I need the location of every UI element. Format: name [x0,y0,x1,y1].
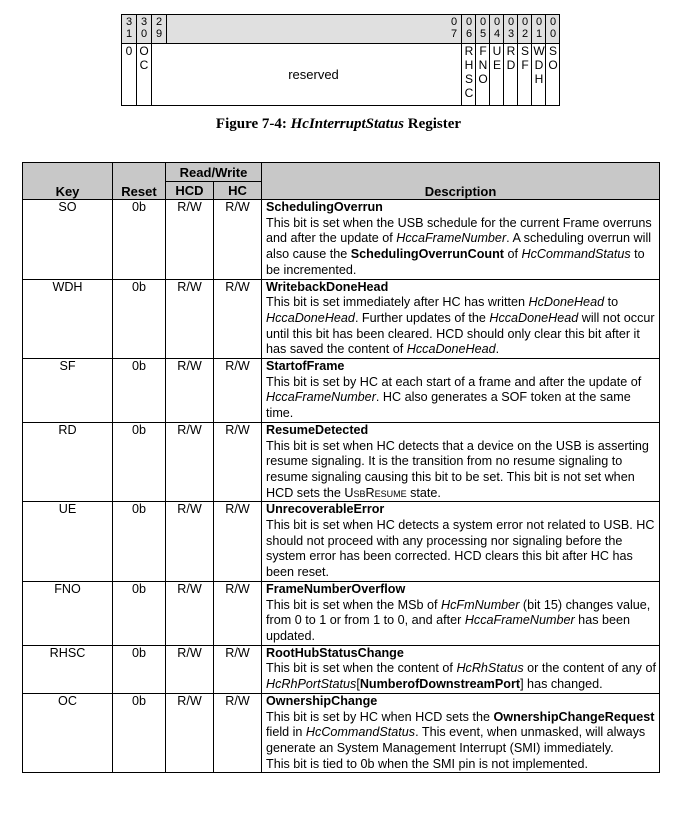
cell-hcd: R/W [166,422,214,502]
description-segment: This bit is set immediately after HC has written [266,295,529,310]
cell-reset: 0b [113,502,166,582]
description-segment: . This event, when unmasked, will always generate an System Management Interrupt (SMI) immediately. [266,725,646,755]
table-row [23,200,660,280]
cell-reset: 0b [113,581,166,645]
field-fno: F N O [478,44,488,86]
table-row [23,581,660,645]
description-segment: This bit is set by HC at each start of a frame and after the update of [266,374,642,389]
description-segment: of [503,247,522,262]
field-name: SchedulingOverrun [266,200,383,214]
field-name: ResumeDetected [266,422,369,437]
cell-description [262,645,660,693]
table-row [23,645,660,693]
field-sf: S F [520,44,529,72]
description-segment: . A scheduling overrun will also cause the [266,231,652,262]
cell-description [262,693,660,773]
description-segment: HccaDoneHead [406,342,496,357]
description-segment: HcRhPortStatus [266,677,357,692]
description-segment: HcCommandStatus [521,247,631,262]
description-segment: or the content of any of [523,661,656,676]
cell-description [262,581,660,645]
field-reserved: reserved [288,67,339,82]
cell-hcd: R/W [166,200,214,280]
cell-reset: 0b [113,279,166,359]
cell-reset: 0b [113,693,166,773]
description-segment: This bit is tied to 0b when the SMI pin is not implemented. [266,756,589,771]
table-row [23,422,660,502]
bit-number-3: 0 3 [507,16,515,40]
bit-number-7: 0 7 [450,16,458,40]
description-segment: This bit is set when HC detects that a device on the USB is asserting resume signaling. It is the transition from no resume signaling to resume signaling causing this bit to be set. This bit is not set when HCD sets the [266,438,649,500]
header-read-write: Read/Write [166,163,262,182]
cell-hcd: R/W [166,645,214,693]
description-segment: HccaDoneHead [489,310,579,325]
description-segment: HccaFrameNumber [266,390,376,405]
field-wdh: W D H [533,44,545,86]
header-description: Description [262,163,660,200]
cell-hc: R/W [214,645,262,693]
field-name: WritebackDoneHead [266,279,389,294]
field-rd: R D [506,44,516,72]
table-row [23,693,660,773]
cell-key: RD [23,422,113,502]
cell-key: OC [23,693,113,773]
header-reset: Reset [113,163,166,200]
description-segment: This bit is set when the content of [266,661,457,676]
caption-prefix: Figure 7-4: [215,116,291,132]
cell-reset: 0b [113,422,166,502]
cell-description [262,359,660,423]
description-segment: will not occur until this bit has been cleared. HCD should only clear this bit after it has saved the content of [266,310,655,357]
cell-reset: 0b [113,359,166,423]
cell-key: FNO [23,581,113,645]
description-segment: HccaDoneHead [266,310,355,325]
cell-hc: R/W [214,279,262,359]
description-segment: HcDoneHead [528,295,605,310]
field-so: S O [548,44,558,72]
bit-number-31: 3 1 [125,16,133,40]
header-hc: HC [214,182,262,200]
cell-hcd: R/W [166,502,214,582]
field-name: RootHubStatusChange [266,645,404,660]
description-segment: HccaFrameNumber [396,231,507,246]
cell-key: SF [23,359,113,423]
cell-key: SO [23,200,113,280]
cell-key: RHSC [23,645,113,693]
description-segment: to be incremented. [266,247,645,277]
bit-number-30: 3 0 [140,16,148,40]
table-row [23,359,660,423]
field-oc: O C [139,44,149,72]
description-segment: ] has changed. [520,677,603,692]
field-ue: U E [492,44,502,72]
description-segment: HcFmNumber [441,597,520,612]
description-segment: This bit is set by HC when HCD sets the [266,709,494,724]
bit-number-29: 2 9 [155,16,163,40]
bit-number-4: 0 4 [493,16,501,40]
cell-reset: 0b [113,200,166,280]
description-segment: SchedulingOverrunCount [350,247,504,262]
field-name: UnrecoverableError [266,502,385,517]
description-segment: [ [356,677,360,692]
caption-register-name: HcInterruptStatus [290,116,405,132]
description-segment: OwnershipChangeRequest [493,709,655,724]
description-segment: . [495,342,500,357]
cell-hc: R/W [214,581,262,645]
cell-hcd: R/W [166,279,214,359]
cell-hcd: R/W [166,693,214,773]
field-name: StartofFrame [266,359,345,374]
cell-hc: R/W [214,502,262,582]
description-segment: field in [266,725,306,740]
cell-hcd: R/W [166,581,214,645]
table-row [23,502,660,582]
description-segment: has been updated. [266,613,631,643]
description-segment: NumberofDownstreamPort [359,677,521,692]
description-segment: This bit is set when HC detects a system error not related to USB. HC should not proceed with any processing nor signaling before the system error has been corrected. HCD clears this bit after HC has been reset. [266,518,655,580]
field-bit31: 0 [125,44,133,58]
cell-hcd: R/W [166,359,214,423]
description-segment: (bit 15) changes value, from 0 to 1 or from 1 to 0, and after [266,597,651,628]
register-field-table [22,162,660,773]
description-segment: . Further updates of the [354,310,490,325]
cell-description [262,200,660,280]
register-diagram [121,14,560,106]
caption-suffix: Register [404,116,462,132]
description-segment: HcCommandStatus [305,725,416,740]
description-segment: to [604,295,619,310]
bit-number-0: 0 0 [549,16,557,40]
cell-key: WDH [23,279,113,359]
cell-description [262,422,660,502]
description-segment: HcRhStatus [456,661,524,676]
header-hcd: HCD [166,182,214,200]
bit-number-5: 0 5 [479,16,487,40]
bit-number-6: 0 6 [465,16,473,40]
field-name: FrameNumberOverflow [266,581,406,596]
figure-caption [0,116,677,133]
table-row [23,279,660,359]
bit-number-1: 0 1 [535,16,543,40]
cell-hc: R/W [214,422,262,502]
header-key: Key [23,163,113,200]
description-segment: UsbResume [344,485,407,500]
description-segment: This bit is set when the MSb of [266,597,442,612]
cell-reset: 0b [113,645,166,693]
cell-hc: R/W [214,200,262,280]
cell-description [262,279,660,359]
cell-description [262,502,660,582]
cell-key: UE [23,502,113,582]
description-segment: . HC also generates a SOF token at the same time. [266,390,631,421]
description-segment: state. [406,485,441,500]
cell-hc: R/W [214,693,262,773]
description-segment: HccaFrameNumber [464,613,575,628]
cell-hc: R/W [214,359,262,423]
description-segment: This bit is set when the USB schedule for the current Frame overruns and after the update of [266,215,652,246]
bit-number-2: 0 2 [521,16,529,40]
field-rhsc: R H S C [464,44,474,100]
field-name: OwnershipChange [266,693,378,708]
